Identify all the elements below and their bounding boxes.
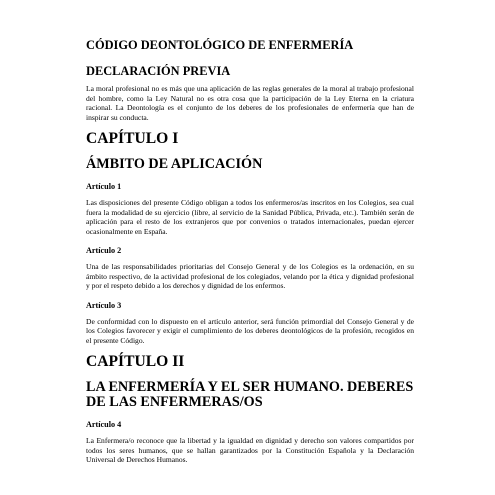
document-page [86, 38, 414, 465]
document-subtitle: DECLARACIÓN PREVIA [86, 64, 231, 78]
document-title: CÓDIGO DEONTOLÓGICO DE ENFERMERÍA [86, 38, 354, 52]
article-text: Las disposiciones del presente Código obligan a todos los enfermeros/as inscritos en los Colegios, sea cual fuera la modalidad de su ejercicio (libre, al servicio de la Sanidad Pública, Privada, etc.). También serán de aplicación para el resto de los extranjeros que por convenios o tratados internacionales, puedan ejercer ocasionalmente en España. [86, 198, 414, 236]
intro-paragraph: La moral profesional no es más que una aplicación de las reglas generales de la moral al trabajo profesional del hombre, como la Ley Natural no es otra cosa que la participación de la Ley Eterna en la criatura racional. La Deontología es el conjunto de los deberes de los profesionales de enfermería que han de inspirar su conducta. [86, 84, 414, 122]
article-heading: Artículo 4 [86, 420, 122, 429]
chapter-title: ÁMBITO DE APLICACIÓN [86, 156, 263, 172]
chapter-1 [86, 130, 414, 345]
article-heading: Artículo 1 [86, 182, 122, 191]
article-text: De conformidad con lo dispuesto en el artículo anterior, será función primordial del Consejo General y de los Colegios favorecer y exigir el cumplimiento de los deberes deontológicos de la profesión, recogidos en el presente Código. [86, 316, 414, 345]
article-heading: Artículo 2 [86, 246, 122, 255]
article-heading: Artículo 3 [86, 300, 122, 310]
chapter-label: CAPÍTULO II [86, 353, 185, 370]
chapter-title: LA ENFERMERÍA Y EL SER HUMANO. DEBERES DE LAS ENFERMERAS/OS [86, 379, 414, 410]
article-text: Una de las responsabilidades prioritarias del Consejo General y de los Colegios es la ordenación, en su ámbito respectivo, de la actividad profesional de los colegiados, velando por la ética y dignidad profesional y por el respeto debido a los derechos y dignidad de los enfermos. [86, 262, 414, 290]
chapter-label: CAPÍTULO I [86, 130, 179, 147]
article-text: La Enfermera/o reconoce que la libertad y la igualdad en dignidad y derecho son valores compartidos por todos los seres humanos, que se hallan garantizados por la Constitución Española y la Declaración Universal de Derechos Humanos. [86, 436, 414, 464]
chapter-2 [86, 353, 414, 465]
